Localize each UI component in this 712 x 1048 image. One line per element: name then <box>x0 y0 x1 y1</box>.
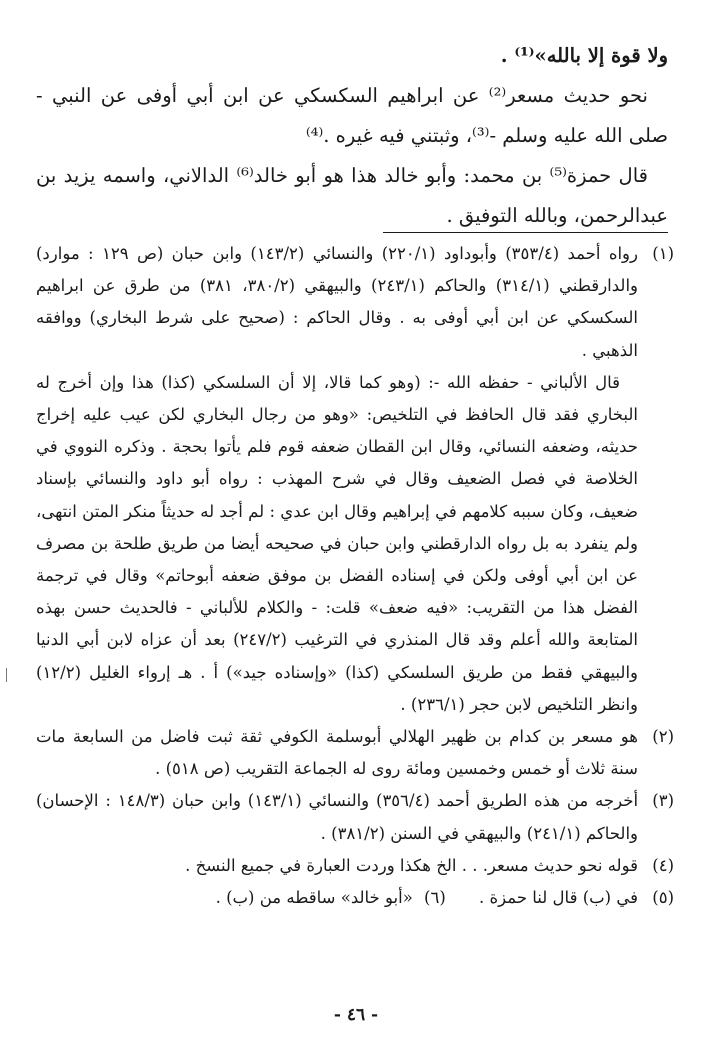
footnote-text: هو مسعر بن كدام بن ظهير الهلالي أبوسلمة الكوفي ثقة ثبت فاضل من السابعة مات سنة ثلاث أو خمس وخمسين ومائة روى له الجماعة التقريب (ص ٥١٨) . <box>36 727 638 779</box>
footnote-text: «أبو خالد» ساقطه من (ب) . <box>215 888 413 908</box>
footnote-text: أخرجه من هذه الطريق أحمد (٣٥٦/٤) والنسائي (١٤٣/١) وابن حبان (١٤٨/٣ : الإحسان) والحاكم (٢٤١/١) والبيهقي في السنن (٣٨١/٢) . <box>36 791 639 843</box>
footnote-4 <box>36 850 674 882</box>
footnote-number: (٤) <box>652 855 674 875</box>
footnote-number: (٢) <box>652 727 674 747</box>
main-paragraph-3: قال حمزة⁽⁵⁾ بن محمد: وأبو خالد هذا هو أبو خالد⁽⁶⁾ الدالاني، واسمه يزيد بن عبدالرحمن، وبالله التوفيق . <box>36 164 668 227</box>
footnote-number: (٦) <box>424 888 446 908</box>
footnote-5-6 <box>36 882 674 914</box>
margin-mark <box>6 668 7 682</box>
footnote-number: (٣) <box>652 791 674 811</box>
footnote-2 <box>36 721 674 785</box>
footnote-text: قوله نحو حديث مسعر. . . الخ هكذا وردت العبارة في جميع النسخ . <box>185 855 638 875</box>
footnote-text: قال الألباني - حفظه الله -: (وهو كما قالا، إلا أن السلسكي (كذا) هذا وإن أخرج له البخاري فقد قال الحافظ في التلخيص: «وهو من رجال البخاري لكن عيب عليه إخراج حديثه، وضعفه النسائي، وقال ابن القطان ضعفه قوم فلم يأتوا بحجة . وذكره النووي في الخلاصة في فصل الضعيف وقال في شرح المهذب : رواه أبو داود والنسائي بإسناد ضعيف، وكان سببه كلامهم في إبراهيم وقال ابن عدي : لم أجد له حديثاً منكر المتن انتهى، ولم ينفرد به بل رواه الدارقطني وابن حبان في صحيحه أيضا من طريق طلحة بن مصرف عن ابن أبي أوفى ولكن في إسناده الفضل بن موفق ضعفه أبوحاتم» وقال في ترجمة الفضل هذا من التقريب: «فيه ضعف» قلت: - والكلام للألباني - فالحديث حسن بهذه المتابعة والله أعلم وقد قال المنذري في الترغيب (٢٤٧/٢) بعد أن عزاه لابن أبي الدنيا والبيهقي فقط من طريق السلسكي (كذا) «وإسناده جيد») أ . هـ إرواء الغليل (١٢/٢) وانظر التلخيص لابن حجر (٢٣٦/١) . <box>36 372 638 714</box>
main-text <box>36 36 668 236</box>
main-paragraph-2: نحو حديث مسعر⁽²⁾ عن ابراهيم السكسكي عن ابن أبي أوفى عن النبي - صلى الله عليه وسلم -⁽³⁾، وثبتني فيه غيره .⁽⁴⁾ <box>36 84 668 147</box>
footnote-text: رواه أحمد (٣٥٣/٤) وأبوداود (٢٢٠/١) والنسائي (١٤٣/٢) وابن حبان (ص ١٢٩ : موارد) والدارقطني (٣١٤/١) والحاكم (٢٤٣/١) والبيهقي (٣٨٠/٢، ٣٨١) من طرق عن ابراهيم السكسكي عن ابن أبي أوفى به . وقال الحاكم : (صحيح على شرط البخاري) ووافقه الذهبي . <box>36 244 638 360</box>
footnote-3 <box>36 785 674 849</box>
footnote-number: (١) <box>652 244 674 263</box>
footnote-number: (٥) <box>652 888 674 908</box>
footnote-1 <box>36 238 674 721</box>
footnote-separator <box>383 232 668 233</box>
page-number: - ٤٦ - <box>333 1005 379 1025</box>
footnote-text: في (ب) قال لنا حمزة . <box>479 888 638 908</box>
main-line-1: ولا قوة إلا بالله»⁽¹⁾ . <box>500 44 668 67</box>
footnotes <box>36 238 674 914</box>
